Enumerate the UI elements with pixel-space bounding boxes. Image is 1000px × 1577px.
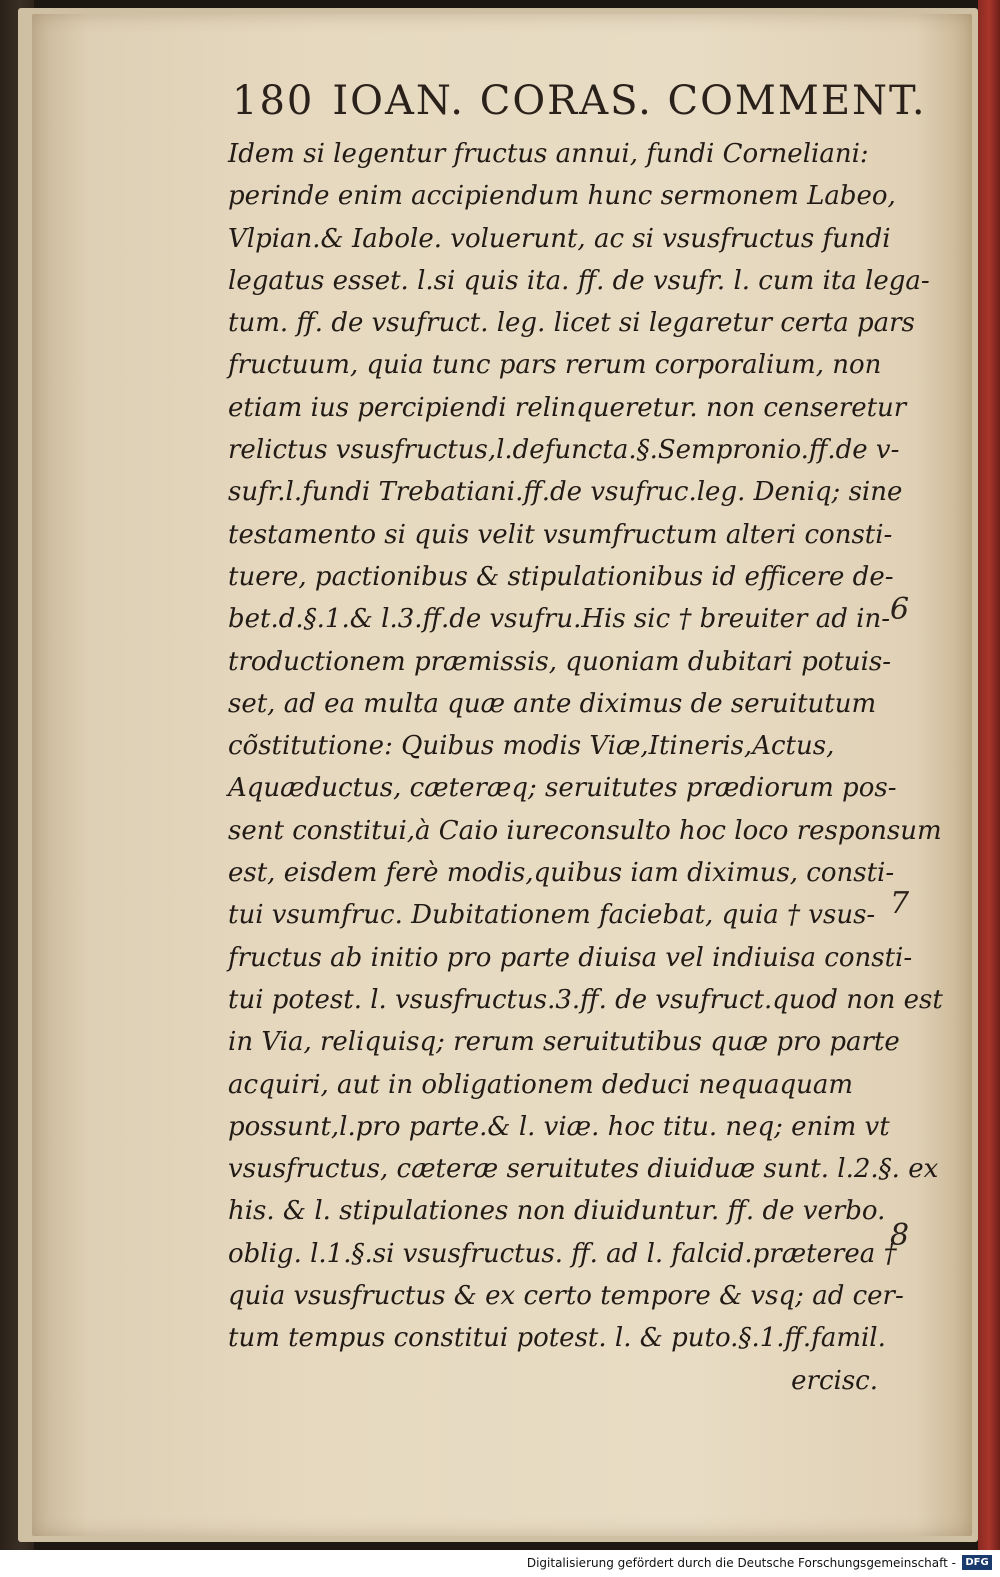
- text-line: tum. ff. de vsufruct. leg. licet si legaretur certa pars: [228, 308, 915, 339]
- text-line: troductionem præmissis, quoniam dubitari potuis-: [228, 646, 892, 677]
- text-line: in Via, reliquisq; rerum seruitutibus quæ pro parte: [228, 1027, 900, 1058]
- margin-note-7: 7: [890, 886, 910, 921]
- text-line: tuere, pactionibus & stipulationibus id efficere de-: [228, 561, 894, 592]
- text-line: acquiri, aut in obligationem deduci nequaquam: [228, 1069, 853, 1100]
- text-line: Idem si legentur fructus annui, fundi Corneliani:: [228, 139, 869, 169]
- text-line: his. & l. stipulationes non diuiduntur. ff. de verbo.: [228, 1196, 886, 1227]
- cover-board-right: [978, 0, 1000, 1550]
- text-line: etiam ius percipiendi relinqueretur. non censeretur: [228, 392, 907, 423]
- page-number: 180: [232, 78, 315, 124]
- text-line: fructuum, quia tunc pars rerum corporalium, non: [228, 350, 882, 381]
- text-line: oblig. l.1.§.si vsusfructus. ff. ad l. falcid.præterea †: [228, 1238, 897, 1269]
- margin-note-8: 8: [890, 1218, 910, 1253]
- catchword: ercisc.: [791, 1365, 878, 1396]
- text-line: testamento si quis velit vsumfructum alteri consti-: [228, 519, 893, 550]
- text-line: sufr.l.fundi Trebatiani.ff.de vsufruc.leg. Deniq; sine: [228, 477, 903, 508]
- text-line: bet.d.§.1.& l.3.ff.de vsufru.His sic † breuiter ad in-: [228, 604, 890, 635]
- text-line: Aquæductus, cæteræq; seruitutes prædiorum pos-: [228, 773, 897, 804]
- text-line: fructus ab initio pro parte diuisa vel indiuisa consti-: [228, 942, 913, 973]
- body-text: [228, 133, 943, 1402]
- text-line: vsusfructus, cæteræ seruitutes diuiduæ sunt. l.2.§. ex: [228, 1154, 939, 1185]
- running-head: [232, 78, 927, 124]
- text-line: set, ad ea multa quæ ante diximus de seruitutum: [228, 688, 877, 719]
- text-line: quia vsusfructus & ex certo tempore & vsq; ad cer-: [228, 1281, 904, 1312]
- dfg-logo: DFG: [962, 1555, 992, 1570]
- text-line: Vlpian.& Iabole. voluerunt, ac si vsusfructus fundi: [228, 223, 891, 254]
- text-line: tui potest. l. vsusfructus.3.ff. de vsufruct.quod non est: [228, 984, 943, 1015]
- text-line: sent constitui,à Caio iureconsulto hoc loco responsum: [228, 815, 942, 846]
- text-line: tui vsumfruc. Dubitationem faciebat, quia † vsus-: [228, 900, 876, 931]
- text-line: perinde enim accipiendum hunc sermonem Labeo,: [228, 181, 896, 212]
- text-line: legatus esset. l.si quis ita. ff. de vsufr. l. cum ita lega-: [228, 265, 930, 296]
- footer: [0, 1550, 1000, 1577]
- footer-credit: Digitalisierung gefördert durch die Deutsche Forschungsgemeinschaft -: [526, 1556, 956, 1570]
- text-line: cõstitutione: Quibus modis Viæ,Itineris,Actus,: [228, 731, 835, 762]
- running-title: IOAN. CORAS. COMMENT.: [332, 78, 927, 124]
- text-line: tum tempus constitui potest. l. & puto.§.1.ff.famil.: [228, 1323, 886, 1354]
- text-line: possunt,l.pro parte.& l. viæ. hoc titu. neq; enim vt: [228, 1111, 890, 1142]
- text-line: est, eisdem ferè modis,quibus iam diximus, consti-: [228, 858, 895, 889]
- text-line: relictus vsusfructus,l.defuncta.§.Sempronio.ff.de v-: [228, 435, 900, 466]
- margin-note-6: 6: [890, 592, 910, 627]
